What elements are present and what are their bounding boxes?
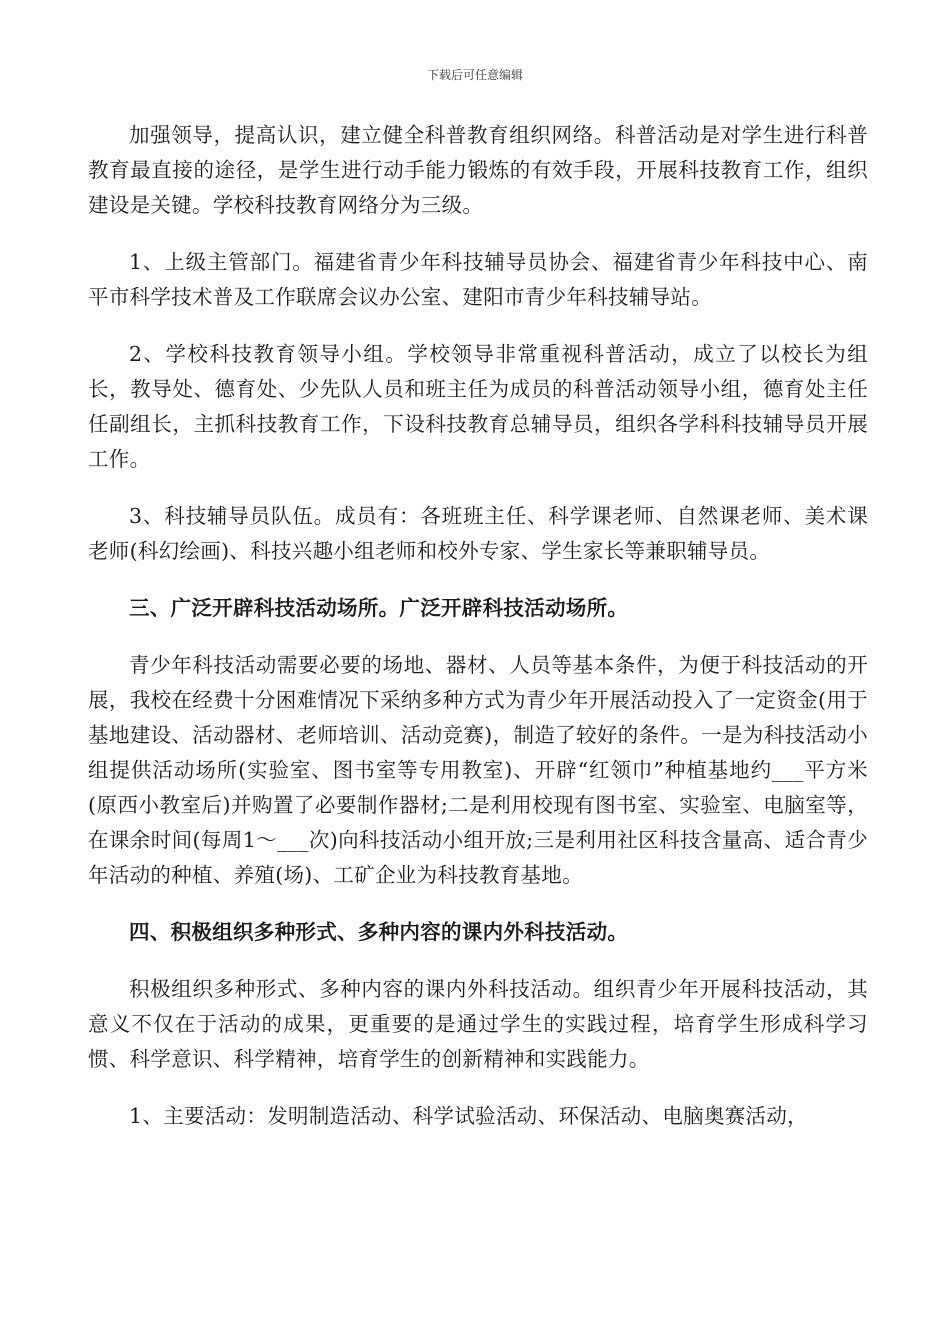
paragraph-level-1: 1、上级主管部门。福建省青少年科技辅导员协会、福建省青少年科技中心、南平市科学技术普及工作联席会议办公室、建阳市青少年科技辅导站。: [88, 250, 868, 309]
paragraph-level-2: 2、学校科技教育领导小组。学校领导非常重视科普活动，成立了以校长为组长，教导处、德育处、少先队人员和班主任为成员的科普活动领导小组，德育处主任任副组长，主抓科技教育工作，下设科技教育总辅导员，组织各学科科技辅导员开展工作。: [88, 342, 868, 471]
section-heading-3: 三、广泛开辟科技活动场所。广泛开辟科技活动场所。: [129, 596, 629, 620]
paragraph-intro: 加强领导，提高认识，建立健全科普教育组织网络。科普活动是对学生进行科普教育最直接的途径，是学生进行动手能力锻炼的有效手段，开展科技教育工作，组织建设是关键。学校科技教育网络分为三级。: [88, 123, 868, 217]
document-body: [88, 118, 868, 1156]
paragraph-level-3: 3、科技辅导员队伍。成员有：各班班主任、科学课老师、自然课老师、美术课老师(科幻绘画)、科技兴趣小组老师和校外专家、学生家长等兼职辅导员。: [88, 504, 868, 563]
section-heading-4: 四、积极组织多种形式、多种内容的课内外科技活动。: [129, 920, 629, 944]
paragraph-main-activities: 1、主要活动：发明制造活动、科学试验活动、环保活动、电脑奥赛活动，: [129, 1104, 808, 1128]
page-header: 下载后可任意编辑: [426, 68, 523, 82]
paragraph-venues: 青少年科技活动需要必要的场地、器材、人员等基本条件，为便于科技活动的开展，我校在经费十分困难情况下采纳多种方式为青少年开展活动投入了一定资金(用于基地建设、活动器材、老师培训、活动竞赛)，制造了较好的条件。一是为科技活动小组提供活动场所(实验室、图书室等专用教室)、开辟“红领巾”种植基地约___平方米(原西小教室后)并购置了必要制作器材;二是利用校现有图书室、实验室、电脑室等，在课余时间(每周1～___次)向科技活动小组开放;三是利用社区科技含量高、适合青少年活动的种植、养殖(场)、工矿企业为科技教育基地。: [88, 653, 868, 887]
paragraph-activities: 积极组织多种形式、多种内容的课内外科技活动。组织青少年开展科技活动，其意义不仅在于活动的成果，更重要的是通过学生的实践过程，培育学生形成科学习惯、科学意识、科学精神，培育学生的创新精神和实践能力。: [88, 977, 868, 1071]
